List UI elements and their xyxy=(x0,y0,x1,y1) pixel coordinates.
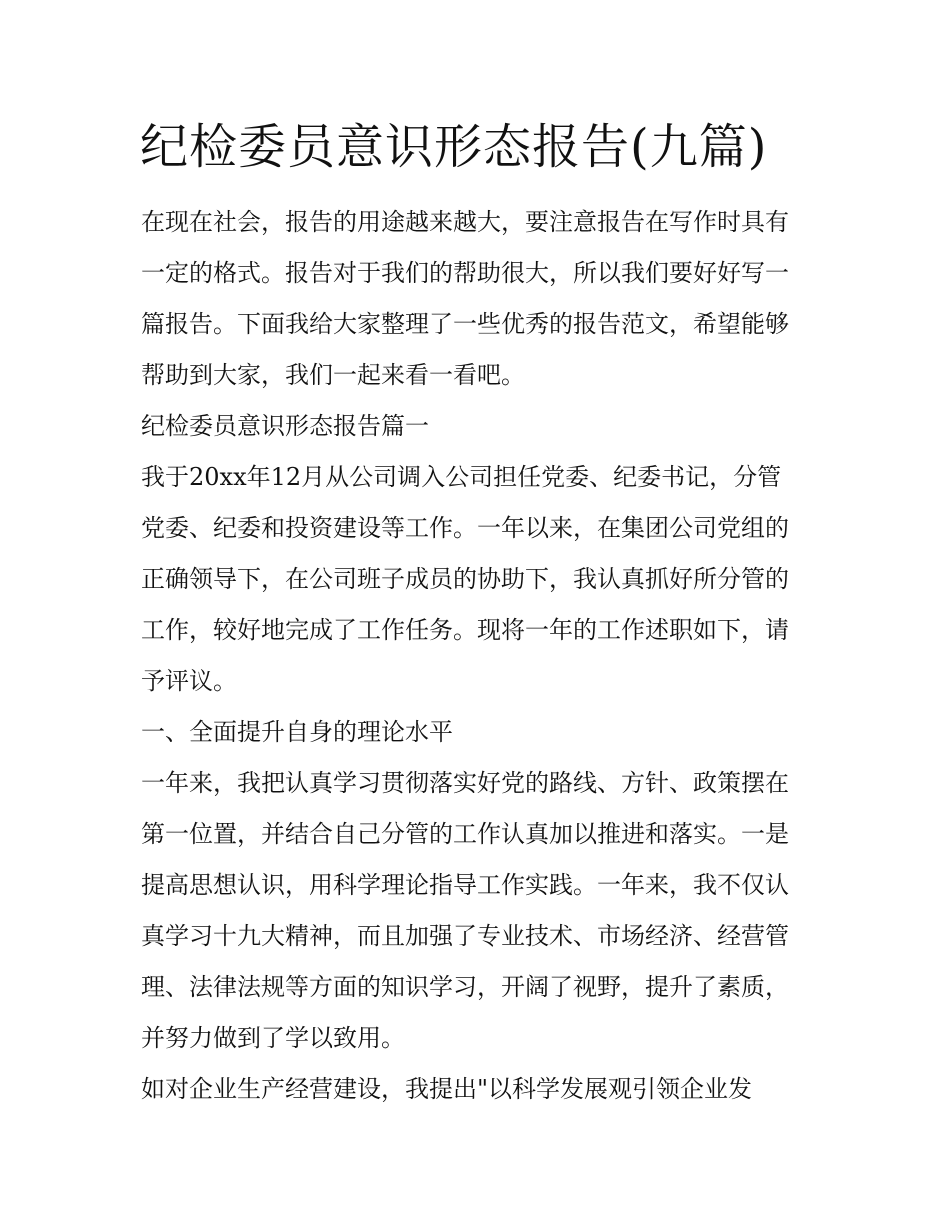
paragraph-line: 真学习十九大精神，而且加强了专业技术、市场经济、经营管 xyxy=(141,922,789,950)
intro-line: 一定的格式。报告对于我们的帮助很大，所以我们要好好写一 xyxy=(141,259,789,287)
intro-line: 帮助到大家，我们一起来看一看吧。 xyxy=(141,361,525,389)
subsection-heading: 一、全面提升自身的理论水平 xyxy=(141,718,453,746)
intro-line: 篇报告。下面我给大家整理了一些优秀的报告范文，希望能够 xyxy=(141,310,789,338)
document-title: 纪检委员意识形态报告(九篇) xyxy=(140,119,768,175)
paragraph-line: 如对企业生产经营建设，我提出"以科学发展观引领企业发 xyxy=(141,1075,753,1103)
intro-line: 在现在社会，报告的用途越来越大，要注意报告在写作时具有 xyxy=(141,208,789,236)
paragraph-line: 提高思想认识，用科学理论指导工作实践。一年来，我不仅认 xyxy=(141,871,789,899)
paragraph-line: 理、法律法规等方面的知识学习，开阔了视野，提升了素质， xyxy=(141,973,789,1001)
paragraph-line: 党委、纪委和投资建设等工作。一年以来，在集团公司党组的 xyxy=(141,514,789,542)
paragraph-line: 予评议。 xyxy=(141,667,237,695)
paragraph-line: 一年来，我把认真学习贯彻落实好党的路线、方针、政策摆在 xyxy=(141,769,789,797)
paragraph-line: 我于20xx年12月从公司调入公司担任党委、纪委书记，分管 xyxy=(141,463,782,491)
paragraph-line: 第一位置，并结合自己分管的工作认真加以推进和落实。一是 xyxy=(141,820,789,848)
paragraph-line: 正确领导下，在公司班子成员的协助下，我认真抓好所分管的 xyxy=(141,565,789,593)
document-body xyxy=(141,197,821,1115)
paragraph-line: 工作，较好地完成了工作任务。现将一年的工作述职如下，请 xyxy=(141,616,789,644)
paragraph-line: 并努力做到了学以致用。 xyxy=(141,1024,405,1052)
section-heading: 纪检委员意识形态报告篇一 xyxy=(141,412,429,440)
